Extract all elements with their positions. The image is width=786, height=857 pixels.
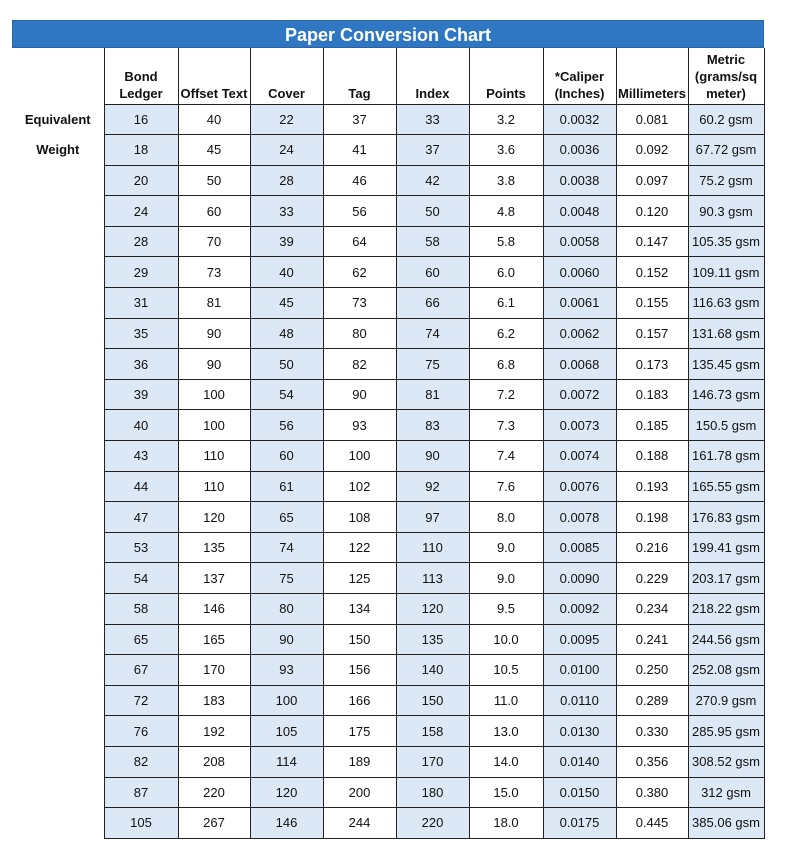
column-header-line: (grams/sq [694,68,758,84]
table-cell: 0.0036 [543,135,616,166]
table-cell: 6.1 [469,288,543,319]
table-cell: 0.185 [616,410,688,441]
row-side-label: Equivalent [12,104,104,135]
table-cell: 28 [250,165,323,196]
table-cell: 146.73 gsm [688,379,764,410]
table-cell: 135 [396,624,469,655]
table-cell: 67 [104,655,178,686]
table-cell: 10.5 [469,655,543,686]
column-header [688,48,764,104]
table-cell: 90 [323,379,396,410]
table-cell: 97 [396,502,469,533]
table-cell: 270.9 gsm [688,685,764,716]
row-side-label [12,808,104,839]
table-row [12,502,764,533]
table-cell: 3.6 [469,135,543,166]
table-cell: 6.8 [469,349,543,380]
table-cell: 0.0072 [543,379,616,410]
table-cell: 200 [323,777,396,808]
column-header-line: Bond [124,68,158,84]
table-row [12,716,764,747]
row-side-label [12,349,104,380]
table-cell: 90 [178,349,250,380]
table-cell: 137 [178,563,250,594]
table-cell: 0.330 [616,716,688,747]
table-cell: 3.8 [469,165,543,196]
table-cell: 67.72 gsm [688,135,764,166]
table-cell: 35 [104,318,178,349]
table-row [12,226,764,257]
table-row [12,379,764,410]
table-cell: 90 [178,318,250,349]
table-cell: 54 [250,379,323,410]
table-cell: 39 [104,379,178,410]
table-cell: 156 [323,655,396,686]
table-row [12,808,764,839]
row-side-label [12,288,104,319]
table-row [12,318,764,349]
table-cell: 0.445 [616,808,688,839]
table-cell: 0.0140 [543,746,616,777]
table-cell: 41 [323,135,396,166]
table-cell: 252.08 gsm [688,655,764,686]
table-cell: 0.0068 [543,349,616,380]
table-cell: 146 [178,594,250,625]
table-cell: 7.2 [469,379,543,410]
table-cell: 170 [396,746,469,777]
row-side-label [12,746,104,777]
table-cell: 44 [104,471,178,502]
column-header [178,48,250,104]
table-cell: 5.8 [469,226,543,257]
row-side-label [12,502,104,533]
table-cell: 0.081 [616,104,688,135]
table-row [12,746,764,777]
table-cell: 74 [396,318,469,349]
row-side-label [12,624,104,655]
table-cell: 0.198 [616,502,688,533]
table-cell: 0.0073 [543,410,616,441]
table-cell: 0.0060 [543,257,616,288]
table-cell: 161.78 gsm [688,441,764,472]
table-cell: 8.0 [469,502,543,533]
table-cell: 75 [250,563,323,594]
table-cell: 45 [178,135,250,166]
table-row [12,777,764,808]
table-cell: 56 [250,410,323,441]
table-row [12,349,764,380]
table-cell: 29 [104,257,178,288]
row-side-label [12,532,104,563]
table-cell: 87 [104,777,178,808]
table-cell: 73 [323,288,396,319]
table-cell: 0.0085 [543,532,616,563]
table-cell: 114 [250,746,323,777]
table-cell: 176.83 gsm [688,502,764,533]
table-cell: 109.11 gsm [688,257,764,288]
table-cell: 140 [396,655,469,686]
table-cell: 183 [178,685,250,716]
table-cell: 165.55 gsm [688,471,764,502]
table-cell: 14.0 [469,746,543,777]
table-row [12,410,764,441]
column-header [616,48,688,104]
table-cell: 42 [396,165,469,196]
table-cell: 0.0092 [543,594,616,625]
table-cell: 93 [323,410,396,441]
table-cell: 0.0100 [543,655,616,686]
table-cell: 45 [250,288,323,319]
table-row [12,288,764,319]
table-body [12,104,764,838]
row-side-label [12,777,104,808]
header-row [12,48,764,104]
table-cell: 50 [178,165,250,196]
table-row [12,441,764,472]
table-cell: 244.56 gsm [688,624,764,655]
table-cell: 33 [250,196,323,227]
table-cell: 308.52 gsm [688,746,764,777]
table-cell: 0.0090 [543,563,616,594]
table-cell: 46 [323,165,396,196]
table-cell: 15.0 [469,777,543,808]
table-cell: 60 [396,257,469,288]
column-header [250,48,323,104]
table-cell: 39 [250,226,323,257]
table-cell: 220 [396,808,469,839]
row-side-label [12,594,104,625]
table-cell: 80 [323,318,396,349]
column-header-line: Ledger [119,85,163,101]
table-cell: 43 [104,441,178,472]
table-cell: 90 [396,441,469,472]
row-side-label [12,716,104,747]
table-cell: 40 [104,410,178,441]
column-header-line: Offset Text [180,85,248,101]
table-row [12,104,764,135]
table-cell: 116.63 gsm [688,288,764,319]
table-cell: 110 [178,441,250,472]
table-cell: 105 [104,808,178,839]
table-cell: 10.0 [469,624,543,655]
table-cell: 244 [323,808,396,839]
table-cell: 100 [178,410,250,441]
table-cell: 28 [104,226,178,257]
table-cell: 0.0076 [543,471,616,502]
table-cell: 0.0048 [543,196,616,227]
column-header [543,48,616,104]
chart-title: Paper Conversion Chart [12,20,764,48]
table-cell: 13.0 [469,716,543,747]
table-cell: 24 [250,135,323,166]
row-side-label [12,257,104,288]
table-row [12,655,764,686]
table-cell: 0.0110 [543,685,616,716]
table-row [12,563,764,594]
table-cell: 18.0 [469,808,543,839]
table-cell: 16 [104,104,178,135]
table-cell: 62 [323,257,396,288]
table-cell: 0.380 [616,777,688,808]
table-cell: 150 [323,624,396,655]
table-cell: 9.5 [469,594,543,625]
table-cell: 92 [396,471,469,502]
table-cell: 50 [250,349,323,380]
table-cell: 180 [396,777,469,808]
table-cell: 0.155 [616,288,688,319]
table-cell: 0.188 [616,441,688,472]
table-cell: 285.95 gsm [688,716,764,747]
table-cell: 135 [178,532,250,563]
table-cell: 37 [396,135,469,166]
table-cell: 100 [250,685,323,716]
table-cell: 58 [396,226,469,257]
table-cell: 122 [323,532,396,563]
table-cell: 37 [323,104,396,135]
table-cell: 18 [104,135,178,166]
table-row [12,165,764,196]
column-header-line: Cover [268,85,305,101]
table-row [12,257,764,288]
table-cell: 150 [396,685,469,716]
table-cell: 208 [178,746,250,777]
column-header [323,48,396,104]
table-cell: 0.0061 [543,288,616,319]
table-cell: 40 [250,257,323,288]
table-cell: 203.17 gsm [688,563,764,594]
row-side-label [12,655,104,686]
table-cell: 7.4 [469,441,543,472]
table-cell: 0.0130 [543,716,616,747]
table-cell: 120 [396,594,469,625]
table-cell: 134 [323,594,396,625]
table-cell: 0.0150 [543,777,616,808]
row-side-label [12,196,104,227]
table-cell: 158 [396,716,469,747]
column-header-line: (Inches) [554,85,605,101]
column-header-line: meter) [706,85,746,101]
table-row [12,624,764,655]
table-cell: 11.0 [469,685,543,716]
table-cell: 385.06 gsm [688,808,764,839]
table-cell: 47 [104,502,178,533]
table-cell: 33 [396,104,469,135]
table-row [12,471,764,502]
table-cell: 54 [104,563,178,594]
paper-conversion-chart [12,20,764,839]
table-cell: 150.5 gsm [688,410,764,441]
table-cell: 199.41 gsm [688,532,764,563]
table-cell: 0.173 [616,349,688,380]
table-cell: 24 [104,196,178,227]
table-cell: 267 [178,808,250,839]
table-cell: 74 [250,532,323,563]
table-cell: 189 [323,746,396,777]
table-cell: 65 [250,502,323,533]
table-cell: 70 [178,226,250,257]
table-cell: 166 [323,685,396,716]
table-cell: 220 [178,777,250,808]
table-cell: 0.0175 [543,808,616,839]
table-cell: 83 [396,410,469,441]
table-cell: 82 [323,349,396,380]
table-row [12,685,764,716]
table-cell: 73 [178,257,250,288]
table-cell: 66 [396,288,469,319]
table-cell: 9.0 [469,563,543,594]
row-side-label [12,441,104,472]
table-cell: 192 [178,716,250,747]
table-cell: 60.2 gsm [688,104,764,135]
table-cell: 90.3 gsm [688,196,764,227]
table-row [12,532,764,563]
table-cell: 90 [250,624,323,655]
table-cell: 100 [323,441,396,472]
table-cell: 80 [250,594,323,625]
table-cell: 0.147 [616,226,688,257]
row-side-label [12,226,104,257]
table-cell: 110 [396,532,469,563]
table-cell: 0.234 [616,594,688,625]
table-cell: 165 [178,624,250,655]
table-cell: 110 [178,471,250,502]
table-cell: 125 [323,563,396,594]
table-cell: 58 [104,594,178,625]
row-side-label [12,379,104,410]
table-cell: 0.0074 [543,441,616,472]
table-cell: 6.2 [469,318,543,349]
column-header-line: Tag [348,85,371,101]
table-cell: 108 [323,502,396,533]
table-cell: 135.45 gsm [688,349,764,380]
table-cell: 100 [178,379,250,410]
table-cell: 22 [250,104,323,135]
row-side-label [12,471,104,502]
table-cell: 0.097 [616,165,688,196]
table-cell: 50 [396,196,469,227]
table-cell: 7.6 [469,471,543,502]
table-cell: 61 [250,471,323,502]
table-cell: 0.120 [616,196,688,227]
table-cell: 75.2 gsm [688,165,764,196]
table-cell: 0.0095 [543,624,616,655]
table-cell: 36 [104,349,178,380]
column-header-line: Metric [706,51,746,67]
table-cell: 9.0 [469,532,543,563]
table-cell: 6.0 [469,257,543,288]
table-cell: 113 [396,563,469,594]
table-cell: 0.289 [616,685,688,716]
row-side-label [12,563,104,594]
row-side-label [12,685,104,716]
table-cell: 0.183 [616,379,688,410]
table-cell: 40 [178,104,250,135]
table-cell: 65 [104,624,178,655]
table-cell: 75 [396,349,469,380]
column-header-line: Points [486,85,526,101]
table-row [12,135,764,166]
table-cell: 72 [104,685,178,716]
table-cell: 60 [178,196,250,227]
table-cell: 82 [104,746,178,777]
column-header-line: Millimeters [618,85,686,101]
table-cell: 105.35 gsm [688,226,764,257]
table-cell: 3.2 [469,104,543,135]
table-cell: 175 [323,716,396,747]
table-cell: 0.0078 [543,502,616,533]
table-cell: 31 [104,288,178,319]
table-cell: 0.157 [616,318,688,349]
table-cell: 0.250 [616,655,688,686]
table-cell: 81 [396,379,469,410]
table-cell: 53 [104,532,178,563]
column-header-line: Index [415,85,450,101]
table-cell: 170 [178,655,250,686]
table-row [12,196,764,227]
table-cell: 0.193 [616,471,688,502]
table-cell: 60 [250,441,323,472]
table-cell: 0.092 [616,135,688,166]
table-cell: 146 [250,808,323,839]
table-cell: 102 [323,471,396,502]
table-cell: 131.68 gsm [688,318,764,349]
table-cell: 0.356 [616,746,688,777]
table-cell: 76 [104,716,178,747]
table-cell: 120 [250,777,323,808]
table-cell: 0.229 [616,563,688,594]
table-cell: 312 gsm [688,777,764,808]
row-side-label [12,318,104,349]
row-side-label: Weight [12,135,104,166]
table-cell: 20 [104,165,178,196]
column-header [469,48,543,104]
column-header-line: *Caliper [554,68,605,84]
table-cell: 64 [323,226,396,257]
table-cell: 81 [178,288,250,319]
table-cell: 48 [250,318,323,349]
table-cell: 105 [250,716,323,747]
row-side-label [12,165,104,196]
table-cell: 0.0038 [543,165,616,196]
row-side-label [12,410,104,441]
column-header [104,48,178,104]
table-cell: 120 [178,502,250,533]
table-cell: 0.241 [616,624,688,655]
column-header [396,48,469,104]
conversion-table [12,48,765,839]
table-cell: 218.22 gsm [688,594,764,625]
table-cell: 93 [250,655,323,686]
table-cell: 0.152 [616,257,688,288]
table-cell: 0.0062 [543,318,616,349]
row-label-header [12,48,104,104]
table-cell: 0.0032 [543,104,616,135]
table-cell: 56 [323,196,396,227]
table-cell: 0.0058 [543,226,616,257]
table-cell: 0.216 [616,532,688,563]
table-row [12,594,764,625]
table-cell: 7.3 [469,410,543,441]
table-cell: 4.8 [469,196,543,227]
